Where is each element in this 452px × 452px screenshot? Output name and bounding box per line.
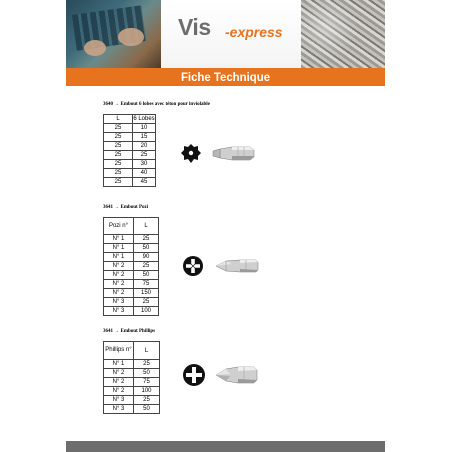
cell: N° 3 <box>104 396 134 405</box>
cell: N° 3 <box>104 298 134 307</box>
section-heading-6-lobes: 3640 → Embout 6 lobes avec téton pour inviolable <box>103 102 210 107</box>
cell: N° 2 <box>104 387 134 396</box>
cell: N° 2 <box>104 289 134 298</box>
cell: 25 <box>104 160 133 169</box>
table-row <box>104 289 159 298</box>
technical-sheet <box>66 0 385 452</box>
bit-body <box>216 260 258 272</box>
cell: 25 <box>104 133 133 142</box>
column-header: Phillips n° <box>104 342 134 360</box>
table-row <box>104 178 156 187</box>
table-row <box>104 271 159 280</box>
table-row <box>104 405 160 414</box>
cell: N° 1 <box>104 253 134 262</box>
cell: N° 2 <box>104 280 134 289</box>
cell: N° 2 <box>104 378 134 387</box>
cell: 50 <box>134 405 160 414</box>
brand-logo <box>161 0 301 68</box>
cell: 100 <box>134 387 160 396</box>
table-pozi <box>103 217 159 316</box>
cell: 75 <box>134 280 159 289</box>
header-banner <box>66 0 385 68</box>
cell: N° 1 <box>104 360 134 369</box>
screws-photo <box>301 0 385 68</box>
cell: 25 <box>104 124 133 133</box>
bit-body <box>216 367 257 383</box>
column-header: 6 Lobes <box>133 116 155 122</box>
table-row <box>104 298 159 307</box>
column-header: L <box>134 218 159 235</box>
column-header: L <box>104 115 133 124</box>
section-heading-pozi: 3641 → Embout Pozi <box>103 205 149 210</box>
title-bar <box>66 68 385 86</box>
column-header: L <box>134 342 160 360</box>
page-title: Fiche Technique <box>180 70 271 84</box>
cell: 25 <box>104 178 133 187</box>
table-row <box>104 160 156 169</box>
cell: 25 <box>133 151 156 160</box>
cell: 30 <box>133 160 156 169</box>
hands-toolbox-photo <box>66 0 161 68</box>
logo-suffix-text: -express <box>225 24 283 40</box>
cell: N° 3 <box>104 405 134 414</box>
phillips-bit-illustration <box>182 361 262 389</box>
bit-body <box>213 147 254 160</box>
cell: N° 2 <box>104 271 134 280</box>
cell: 25 <box>134 396 160 405</box>
cell: 40 <box>133 169 156 178</box>
table-row <box>104 124 156 133</box>
cell: 25 <box>134 298 159 307</box>
table-row <box>104 244 159 253</box>
phillips-icon <box>183 364 205 386</box>
table-row <box>104 262 159 271</box>
cell: 25 <box>134 235 159 244</box>
cell: 100 <box>134 307 159 316</box>
cell: 50 <box>134 271 159 280</box>
table-row <box>104 378 160 387</box>
cell: 25 <box>104 169 133 178</box>
table-row <box>104 169 156 178</box>
torx-bit-illustration <box>180 142 260 166</box>
table-row <box>104 235 159 244</box>
cell: 15 <box>133 133 156 142</box>
cell: 75 <box>134 378 160 387</box>
cell: 25 <box>104 142 133 151</box>
cell: 25 <box>134 262 159 271</box>
cell: 10 <box>133 124 156 133</box>
logo-main-text: Vis <box>178 14 211 40</box>
torx-tamper-icon <box>181 144 201 163</box>
table-row <box>104 253 159 262</box>
cell: N° 1 <box>104 235 134 244</box>
table-row <box>104 133 156 142</box>
cell: 50 <box>134 369 160 378</box>
table-row <box>104 360 160 369</box>
cell: 25 <box>104 151 133 160</box>
table-row <box>104 396 160 405</box>
table-row <box>104 369 160 378</box>
cell: N° 3 <box>104 307 134 316</box>
table-row <box>104 142 156 151</box>
cell: 150 <box>134 289 159 298</box>
column-header: Pozi n° <box>104 218 134 235</box>
table-row <box>104 151 156 160</box>
cell: 25 <box>134 360 160 369</box>
cell: 45 <box>133 178 156 187</box>
cell: 20 <box>133 142 156 151</box>
cell: N° 1 <box>104 244 134 253</box>
cell: 50 <box>134 244 159 253</box>
table-row <box>104 387 160 396</box>
table-row <box>104 307 159 316</box>
footer-bar <box>66 441 385 452</box>
cell: N° 2 <box>104 369 134 378</box>
cell: N° 2 <box>104 262 134 271</box>
pozi-bit-illustration <box>182 253 262 279</box>
table-phillips <box>103 341 160 414</box>
pozidriv-icon <box>183 256 203 276</box>
cell: 90 <box>134 253 159 262</box>
table-6-lobes <box>103 114 156 187</box>
section-heading-phillips: 3641 → Embout Phillips <box>103 329 156 334</box>
table-row <box>104 280 159 289</box>
